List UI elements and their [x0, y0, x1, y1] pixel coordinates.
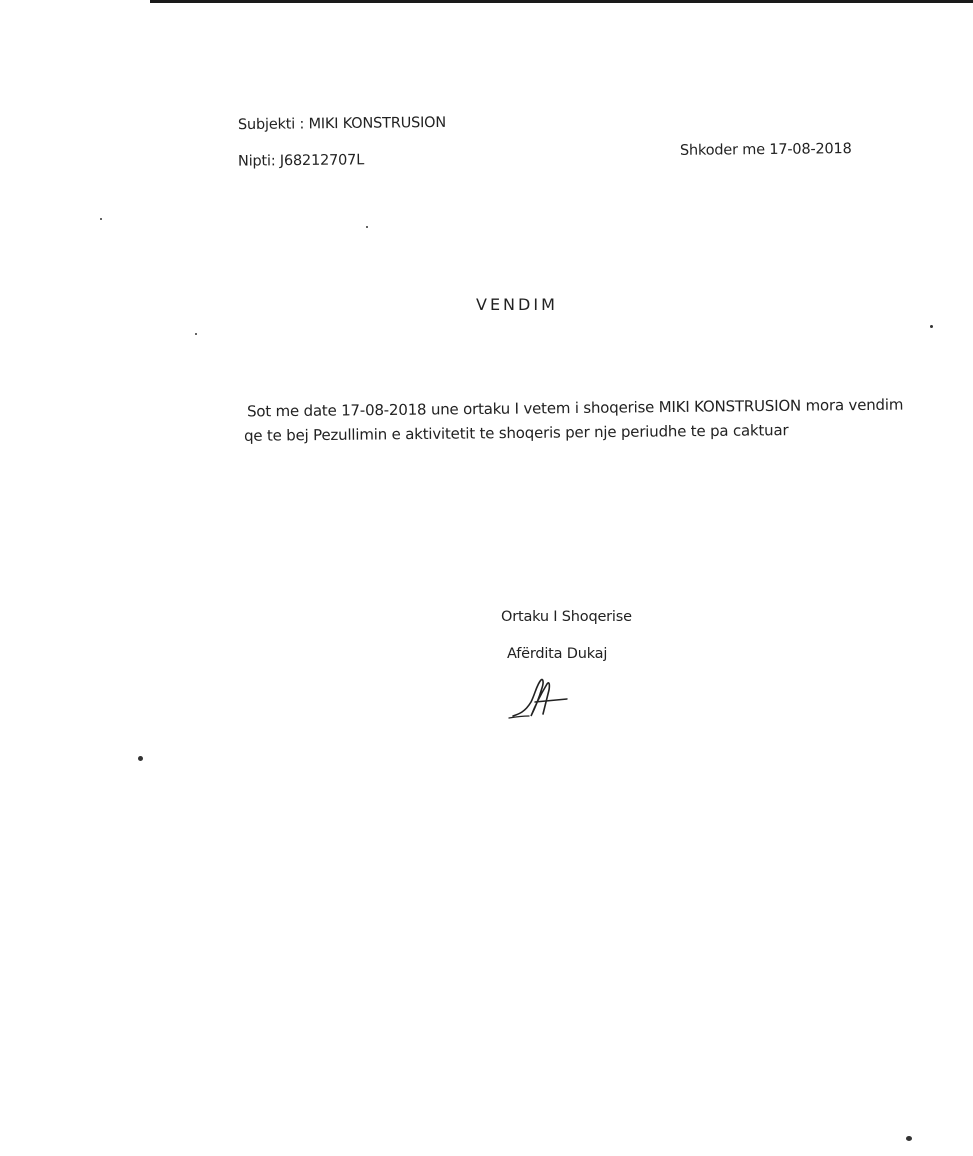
scan-speck — [906, 1136, 912, 1141]
scan-speck — [366, 226, 368, 228]
signatory-name: Afërdita Dukaj — [507, 646, 608, 662]
scan-top-edge — [150, 0, 973, 3]
body-text-line-2: qe te bej Pezullimin e aktivitetit te shoqeris per nje periudhe te pa caktuar — [243, 421, 789, 445]
scan-speck — [100, 218, 102, 220]
signatory-role: Ortaku I Shoqerise — [501, 609, 632, 625]
document-title: VENDIM — [476, 295, 558, 314]
handwritten-signature — [505, 672, 575, 726]
nipt-line: Nipti: J68212707L — [237, 152, 365, 170]
body-text-line-1: Sot me date 17-08-2018 une ortaku I vetem i shoqerise MIKI KONSTRUSION mora vendim — [246, 395, 904, 421]
scan-speck — [195, 333, 197, 335]
scan-speck — [138, 756, 143, 761]
place-date: Shkoder me 17-08-2018 — [679, 141, 852, 159]
subject-line: Subjekti : MIKI KONSTRUSION — [237, 114, 447, 134]
scan-speck — [930, 325, 933, 328]
